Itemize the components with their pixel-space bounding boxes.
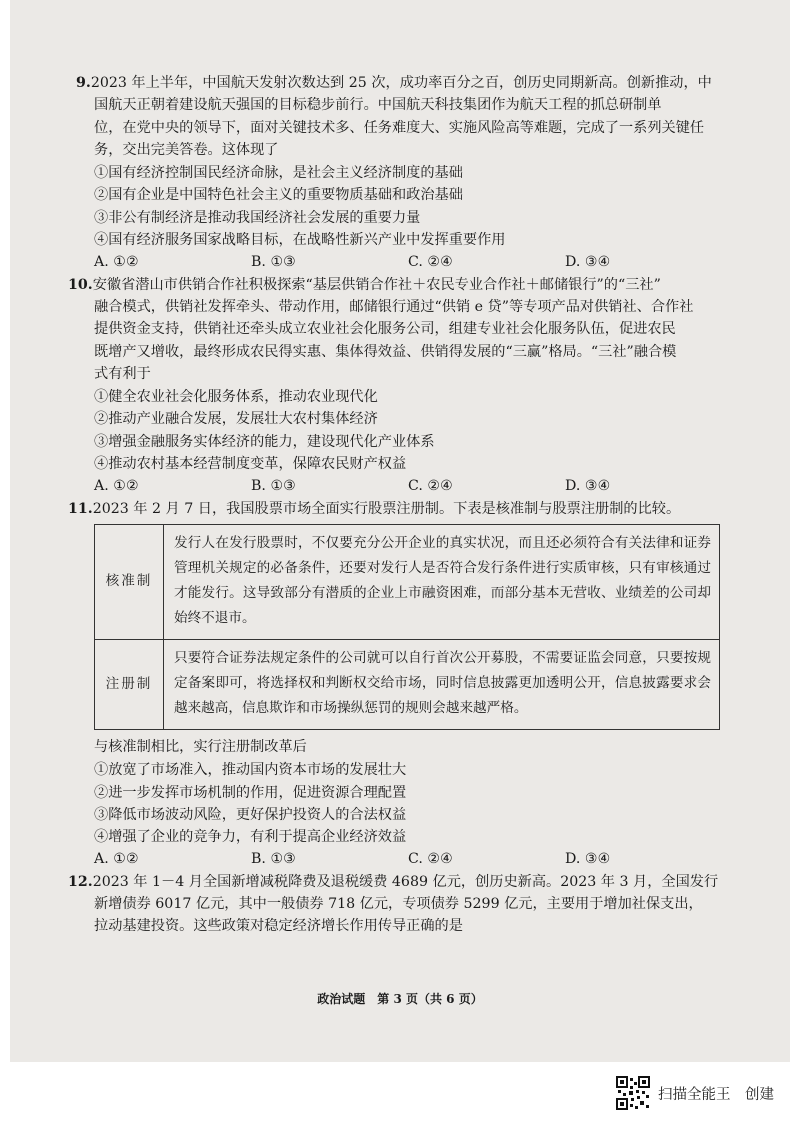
statement-item: ②进一步发挥市场机制的作用，促进资源合理配置 bbox=[94, 784, 407, 801]
question-10-head bbox=[68, 274, 734, 296]
answer-choices bbox=[94, 475, 734, 497]
question-9-head bbox=[76, 72, 734, 94]
exam-page bbox=[10, 0, 790, 1062]
choice-c: C. ②④ bbox=[408, 851, 453, 868]
row-body: 只要符合证券法规定条件的公司就可以自行首次公开募股，不需要证监会同意，只要按规定备案即可，将选择权和判断权交给市场，同时信息披露更加透明公开，信息披露要求会越来越高，信息欺诈和市场操纵惩罚的规则会越来越严格。 bbox=[164, 639, 720, 729]
scanner-watermark bbox=[616, 1076, 774, 1110]
question-stem-line: 2023 年上半年，中国航天发射次数达到 25 次，成功率百分之百，创历史同期新高。创新推动，中 bbox=[90, 75, 712, 91]
choice-b: B. ①③ bbox=[251, 478, 296, 495]
question-number: 9. bbox=[76, 75, 91, 91]
question-stem-line: 位，在党中央的领导下，面对关键技术多、任务难度大、实施风险高等难题，完成了一系列关键任 bbox=[94, 119, 705, 136]
qr-code-icon bbox=[616, 1076, 650, 1110]
question-11 bbox=[68, 498, 734, 871]
choice-b: B. ①③ bbox=[251, 254, 296, 271]
choice-a: A. ①② bbox=[94, 851, 139, 868]
statement-item: ①国有经济控制国民经济命脉，是社会主义经济制度的基础 bbox=[94, 165, 463, 182]
question-stem-line: 国航天正朝着建设航天强国的目标稳步前行。中国航天科技集团作为航天工程的抓总研制单 bbox=[94, 97, 662, 114]
question-stem-line: 提供资金支持，供销社还牵头成立农业社会化服务公司，组建专业社会化服务队伍，促进农民 bbox=[94, 321, 676, 338]
question-9 bbox=[76, 72, 734, 274]
answer-choices bbox=[94, 251, 734, 273]
statement-item: ①健全农业社会化服务体系，推动农业现代化 bbox=[94, 389, 378, 406]
question-stem-line: 2023 年 1－4 月全国新增减税降费及退税缓费 4689 亿元，创历史新高。2023 年 3 月，全国发行 bbox=[92, 873, 719, 890]
choice-b: B. ①③ bbox=[251, 851, 296, 868]
statement-item: ④增强了企业的竞争力，有利于提高企业经济效益 bbox=[94, 829, 407, 846]
row-body: 发行人在发行股票时，不仅要充分公开企业的真实状况，而且还必须符合有关法律和证券管理机关规定的必备条件，还要对发行人是否符合发行条件进行实质审核，只有审核通过才能发行。这导致部分有潜质的企业上市融资困难，而部分基本无营收、业绩差的公司却始终不退市。 bbox=[164, 524, 720, 639]
choice-d: D. ③④ bbox=[565, 851, 611, 868]
question-12 bbox=[68, 871, 734, 938]
question-stem-line: 拉动基建投资。这些政策对稳定经济增长作用传导正确的是 bbox=[94, 918, 463, 935]
question-stem-line: 新增债券 6017 亿元，其中一般债券 718 亿元，专项债券 5299 亿元，主要用于增加社保支出， bbox=[94, 896, 703, 913]
question-number: 10. bbox=[68, 276, 93, 293]
question-number: 12. bbox=[68, 873, 93, 890]
question-number: 11. bbox=[68, 500, 93, 517]
table-row bbox=[95, 639, 720, 729]
watermark-text: 扫描全能王 创建 bbox=[658, 1086, 774, 1103]
question-stem-line: 2023 年 2 月 7 日，我国股票市场全面实行股票注册制。下表是核准制与股票注册制的比较。 bbox=[92, 500, 681, 517]
question-stem-line: 务，交出完美答卷。这体现了 bbox=[94, 141, 279, 158]
choice-a: A. ①② bbox=[94, 478, 139, 495]
row-header: 注册制 bbox=[95, 639, 164, 729]
page-content bbox=[68, 72, 734, 938]
statement-item: ④国有经济服务国家战略目标，在战略性新兴产业中发挥重要作用 bbox=[94, 232, 506, 249]
statement-item: ③增强金融服务实体经济的能力，建设现代化产业体系 bbox=[94, 433, 435, 450]
choice-a: A. ①② bbox=[94, 254, 139, 271]
question-stem-line: 安徽省潜山市供销合作社积极探索“基层供销合作社＋农民专业合作社＋邮储银行”的“三社” bbox=[92, 276, 661, 293]
statement-item: ③非公有制经济是推动我国经济社会发展的重要力量 bbox=[94, 209, 421, 226]
question-12-head bbox=[68, 871, 734, 893]
page-footer: 政治试题 第 3 页（共 6 页） bbox=[317, 992, 483, 1006]
question-10 bbox=[68, 274, 734, 498]
question-stem-line: 式有利于 bbox=[94, 365, 151, 382]
statement-item: ②国有企业是中国特色社会主义的重要物质基础和政治基础 bbox=[94, 187, 463, 204]
statement-item: ①放宽了市场准入，推动国内资本市场的发展壮大 bbox=[94, 762, 407, 779]
choice-c: C. ②④ bbox=[408, 254, 453, 271]
statement-item: ③降低市场波动风险，更好保护投资人的合法权益 bbox=[94, 806, 407, 823]
statement-list bbox=[94, 759, 734, 848]
choice-c: C. ②④ bbox=[408, 478, 453, 495]
statement-item: ②推动产业融合发展，发展壮大农村集体经济 bbox=[94, 411, 378, 428]
question-stem-line: 既增产又增收，最终形成农民得实惠、集体得效益、供销得发展的“三赢”格局。“三社”融合模 bbox=[94, 343, 677, 360]
question-stem-line: 融合模式，供销社发挥牵头、带动作用，邮储银行通过“供销 e 贷”等专项产品对供销社、合作社 bbox=[94, 298, 694, 315]
choice-d: D. ③④ bbox=[565, 254, 611, 271]
answer-choices bbox=[94, 848, 734, 870]
choice-d: D. ③④ bbox=[565, 478, 611, 495]
statement-list bbox=[94, 162, 734, 251]
statement-item: ④推动农村基本经营制度变革，保障农民财产权益 bbox=[94, 456, 407, 473]
table-row bbox=[95, 524, 720, 639]
row-header: 核准制 bbox=[95, 524, 164, 639]
question-11-head bbox=[68, 498, 734, 520]
question-lead: 与核准制相比，实行注册制改革后 bbox=[94, 738, 307, 755]
statement-list bbox=[94, 386, 734, 475]
comparison-table bbox=[94, 524, 720, 730]
